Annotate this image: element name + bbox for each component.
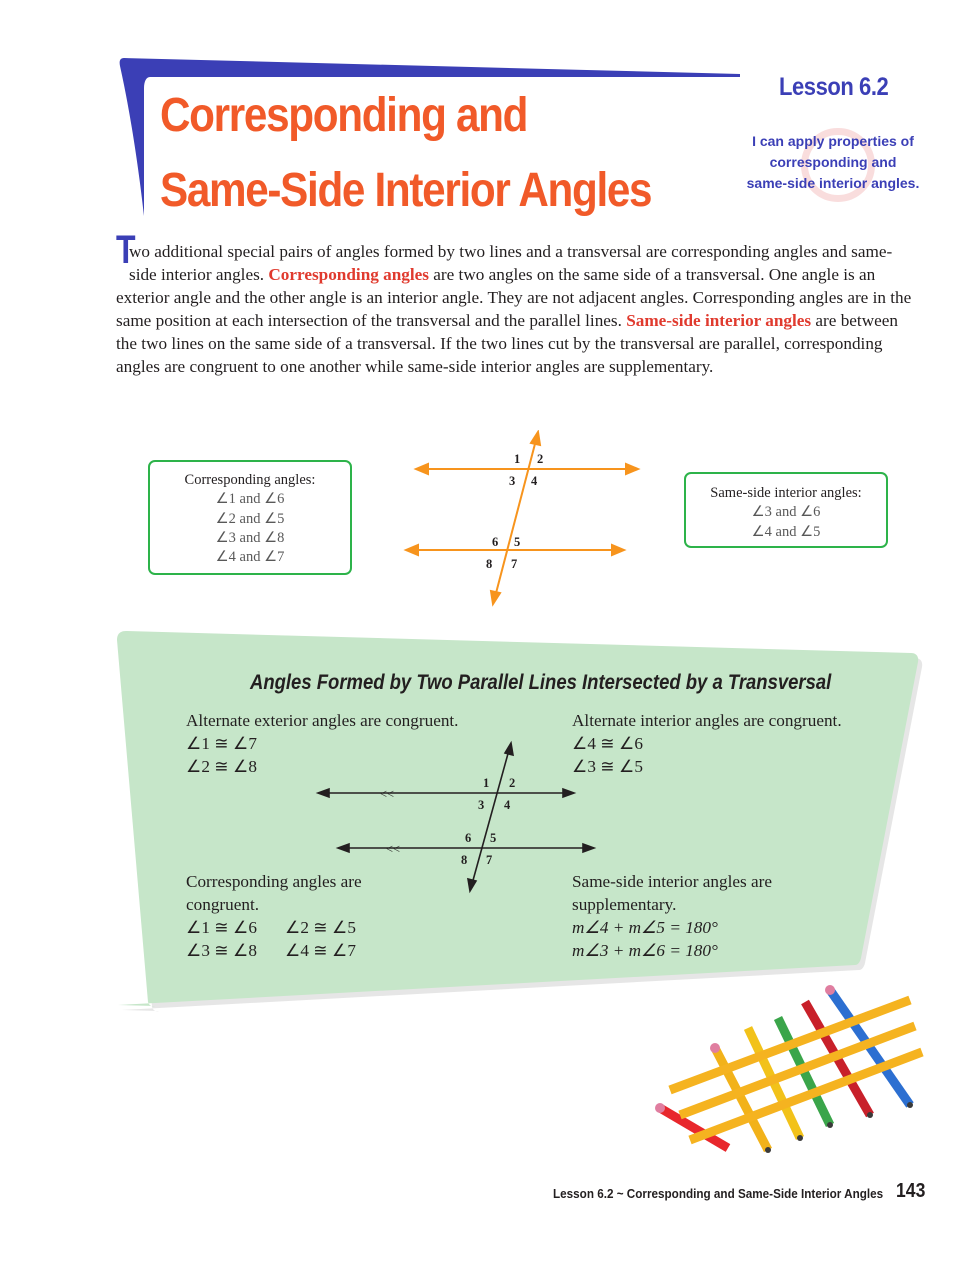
angle-label: 1 bbox=[483, 776, 490, 790]
angle-pair: ∠4 and ∠7 bbox=[215, 549, 285, 566]
parallel-marker: << bbox=[380, 787, 395, 801]
page-number: 143 bbox=[896, 1180, 926, 1202]
angle-label: 2 bbox=[537, 452, 544, 466]
intro-text-part: are between the two lines on the same side of a transversal. If the two lines cut by the transversal are parallel, corresponding angles are congruent to one another while same-side interior angles are supplementary. bbox=[116, 311, 898, 377]
angle-label: 7 bbox=[486, 853, 493, 867]
page-footer-text: Lesson 6.2 ~ Corresponding and Same-Side Interior Angles bbox=[553, 1186, 884, 1201]
angle-label: 3 bbox=[478, 798, 485, 812]
rule-fact: ∠2 ≅ ∠8 bbox=[186, 757, 257, 776]
angle-label: 7 bbox=[511, 557, 518, 571]
rule-fact-row bbox=[186, 916, 362, 939]
page-title-line-2: Same-Side Interior Angles bbox=[160, 164, 652, 217]
rule-fact: ∠4 ≅ ∠6 bbox=[572, 734, 643, 753]
lesson-number: Lesson 6.2 bbox=[779, 73, 889, 101]
rule-fact: ∠4 ≅ ∠7 bbox=[285, 941, 356, 960]
rule-fact: ∠2 ≅ ∠5 bbox=[285, 918, 356, 937]
angle-label: 2 bbox=[509, 776, 516, 790]
alt-interior-rule bbox=[572, 709, 842, 778]
term-corresponding-angles: Corresponding angles bbox=[268, 265, 429, 285]
angle-label: 3 bbox=[509, 474, 516, 488]
rule-statement: Same-side interior angles are bbox=[572, 872, 772, 891]
rule-fact: ∠1 ≅ ∠6 bbox=[186, 918, 257, 937]
angle-pair: ∠4 and ∠5 bbox=[751, 523, 821, 540]
objective-line: corresponding and bbox=[769, 154, 897, 170]
angle-label: 6 bbox=[492, 535, 499, 549]
intro-text-part: are two angles on the same side of a transversal. One angle is an exterior angle and the other angle is an interior angle. They are not adjacent angles. Corresponding angles are in the same position at each intersection of the transversal and the parallel lines. bbox=[116, 265, 912, 331]
angle-label: 4 bbox=[504, 798, 511, 812]
drop-cap: T bbox=[116, 228, 136, 272]
page-title-line-1: Corresponding and bbox=[160, 89, 528, 142]
rule-statement: Alternate interior angles are congruent. bbox=[572, 711, 842, 730]
rule-fact: ∠1 ≅ ∠7 bbox=[186, 734, 257, 753]
rule-statement: congruent. bbox=[186, 895, 260, 914]
angle-label: 4 bbox=[531, 474, 538, 488]
box-heading: Corresponding angles: bbox=[184, 472, 316, 488]
panel-title: Angles Formed by Two Parallel Lines Intersected by a Transversal bbox=[250, 671, 832, 694]
angle-label: 8 bbox=[486, 557, 493, 571]
angle-pair: ∠3 and ∠6 bbox=[751, 504, 821, 521]
objective-line: I can apply properties of bbox=[752, 133, 914, 149]
intro-text-part: wo additional special pairs of angles formed by two lines and a transversal are corresponding angles and same-side interior angles. bbox=[129, 242, 893, 285]
rule-fact: m∠4 + m∠5 = 180° bbox=[572, 918, 718, 937]
rule-fact: ∠3 ≅ ∠5 bbox=[572, 757, 643, 776]
same-side-rule bbox=[572, 870, 772, 962]
objective-line: same-side interior angles. bbox=[746, 175, 920, 191]
angle-pair: ∠1 and ∠6 bbox=[215, 491, 285, 508]
angle-label: 5 bbox=[490, 831, 497, 845]
parallel-marker: << bbox=[386, 842, 401, 856]
angle-label: 8 bbox=[461, 853, 468, 867]
pencils-illustration bbox=[640, 980, 940, 1180]
angle-label: 6 bbox=[465, 831, 472, 845]
box-heading: Same-side interior angles: bbox=[710, 485, 862, 501]
rule-fact-row bbox=[186, 939, 362, 962]
angle-pair: ∠2 and ∠5 bbox=[215, 510, 285, 527]
angle-label: 5 bbox=[514, 535, 521, 549]
rule-fact: ∠3 ≅ ∠8 bbox=[186, 941, 257, 960]
term-same-side-interior-angles: Same-side interior angles bbox=[626, 311, 812, 331]
angle-label: 1 bbox=[514, 452, 521, 466]
angle-pair: ∠3 and ∠8 bbox=[215, 529, 285, 546]
rule-fact: m∠3 + m∠6 = 180° bbox=[572, 941, 718, 960]
parallel-lines-diagram bbox=[310, 738, 600, 898]
rule-statement: Alternate exterior angles are congruent. bbox=[186, 711, 459, 730]
rule-statement: Corresponding angles are bbox=[186, 872, 362, 891]
rule-statement: supplementary. bbox=[572, 895, 677, 914]
